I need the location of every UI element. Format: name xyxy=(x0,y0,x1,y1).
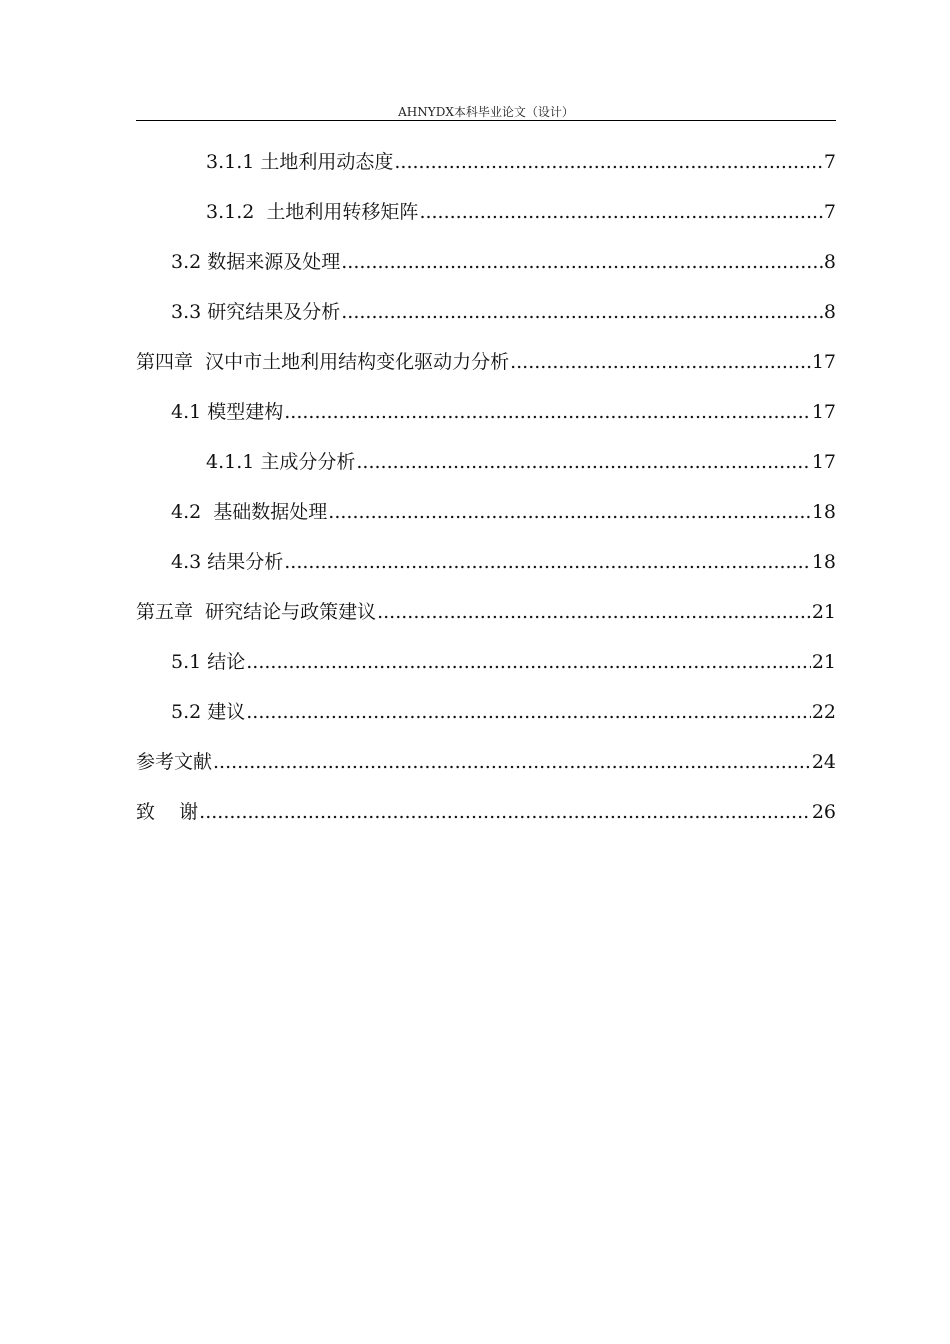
toc-dot-leader xyxy=(199,795,811,829)
toc-dot-leader xyxy=(246,645,811,679)
toc-entry[interactable] xyxy=(136,245,836,295)
toc-entry-title: 参考文献 xyxy=(136,751,213,773)
toc-entry[interactable] xyxy=(136,395,836,445)
toc-entry-title: 5.2 建议 xyxy=(171,701,246,723)
toc-dot-leader xyxy=(284,545,811,579)
toc-entry-title: 4.2 基础数据处理 xyxy=(171,501,328,523)
header-rule xyxy=(136,120,836,121)
table-of-contents xyxy=(136,145,836,845)
toc-entry[interactable] xyxy=(136,145,836,195)
toc-dot-leader xyxy=(377,595,811,629)
toc-entry-title: 4.3 结果分析 xyxy=(171,551,284,573)
toc-page-number: 21 xyxy=(811,651,836,673)
toc-dot-leader xyxy=(213,745,811,779)
toc-dot-leader xyxy=(341,295,823,329)
toc-entry-title: 致 谢 xyxy=(136,801,199,823)
toc-entry-title: 3.1.2 土地利用转移矩阵 xyxy=(206,201,419,223)
toc-chapter-entry[interactable] xyxy=(136,795,836,845)
toc-entry-title: 5.1 结论 xyxy=(171,651,246,673)
toc-entry[interactable] xyxy=(136,495,836,545)
toc-entry-title: 4.1 模型建构 xyxy=(171,401,284,423)
toc-page-number: 17 xyxy=(811,351,836,373)
toc-entry-title: 4.1.1 主成分分析 xyxy=(206,451,356,473)
toc-page-number: 8 xyxy=(823,301,836,323)
toc-page-number: 17 xyxy=(811,451,836,473)
toc-dot-leader xyxy=(356,445,810,479)
toc-entry[interactable] xyxy=(136,295,836,345)
toc-entry[interactable] xyxy=(136,195,836,245)
toc-page-number: 18 xyxy=(811,501,836,523)
page-header: AHNYDX本科毕业论文（设计） xyxy=(398,105,574,119)
toc-dot-leader xyxy=(284,395,811,429)
toc-entry-title: 第五章 研究结论与政策建议 xyxy=(136,601,377,623)
toc-entry-title: 3.1.1 土地利用动态度 xyxy=(206,151,394,173)
toc-entry[interactable] xyxy=(136,645,836,695)
toc-page-number: 7 xyxy=(823,151,836,173)
toc-page-number: 8 xyxy=(823,251,836,273)
toc-dot-leader xyxy=(341,245,823,279)
toc-page-number: 21 xyxy=(811,601,836,623)
toc-page-number: 22 xyxy=(811,701,836,723)
toc-entry-title: 3.3 研究结果及分析 xyxy=(171,301,341,323)
toc-chapter-entry[interactable] xyxy=(136,745,836,795)
toc-entry-title: 3.2 数据来源及处理 xyxy=(171,251,341,273)
toc-page-number: 24 xyxy=(811,751,836,773)
toc-dot-leader xyxy=(394,145,823,179)
toc-dot-leader xyxy=(246,695,811,729)
toc-page-number: 18 xyxy=(811,551,836,573)
toc-chapter-entry[interactable] xyxy=(136,345,836,395)
toc-dot-leader xyxy=(328,495,811,529)
toc-entry[interactable] xyxy=(136,545,836,595)
toc-dot-leader xyxy=(419,195,822,229)
toc-page-number: 17 xyxy=(811,401,836,423)
toc-page-number: 7 xyxy=(823,201,836,223)
toc-page-number: 26 xyxy=(811,801,836,823)
toc-entry[interactable] xyxy=(136,695,836,745)
toc-chapter-entry[interactable] xyxy=(136,595,836,645)
toc-entry-title: 第四章 汉中市土地利用结构变化驱动力分析 xyxy=(136,351,510,373)
toc-entry[interactable] xyxy=(136,445,836,495)
toc-dot-leader xyxy=(510,345,811,379)
